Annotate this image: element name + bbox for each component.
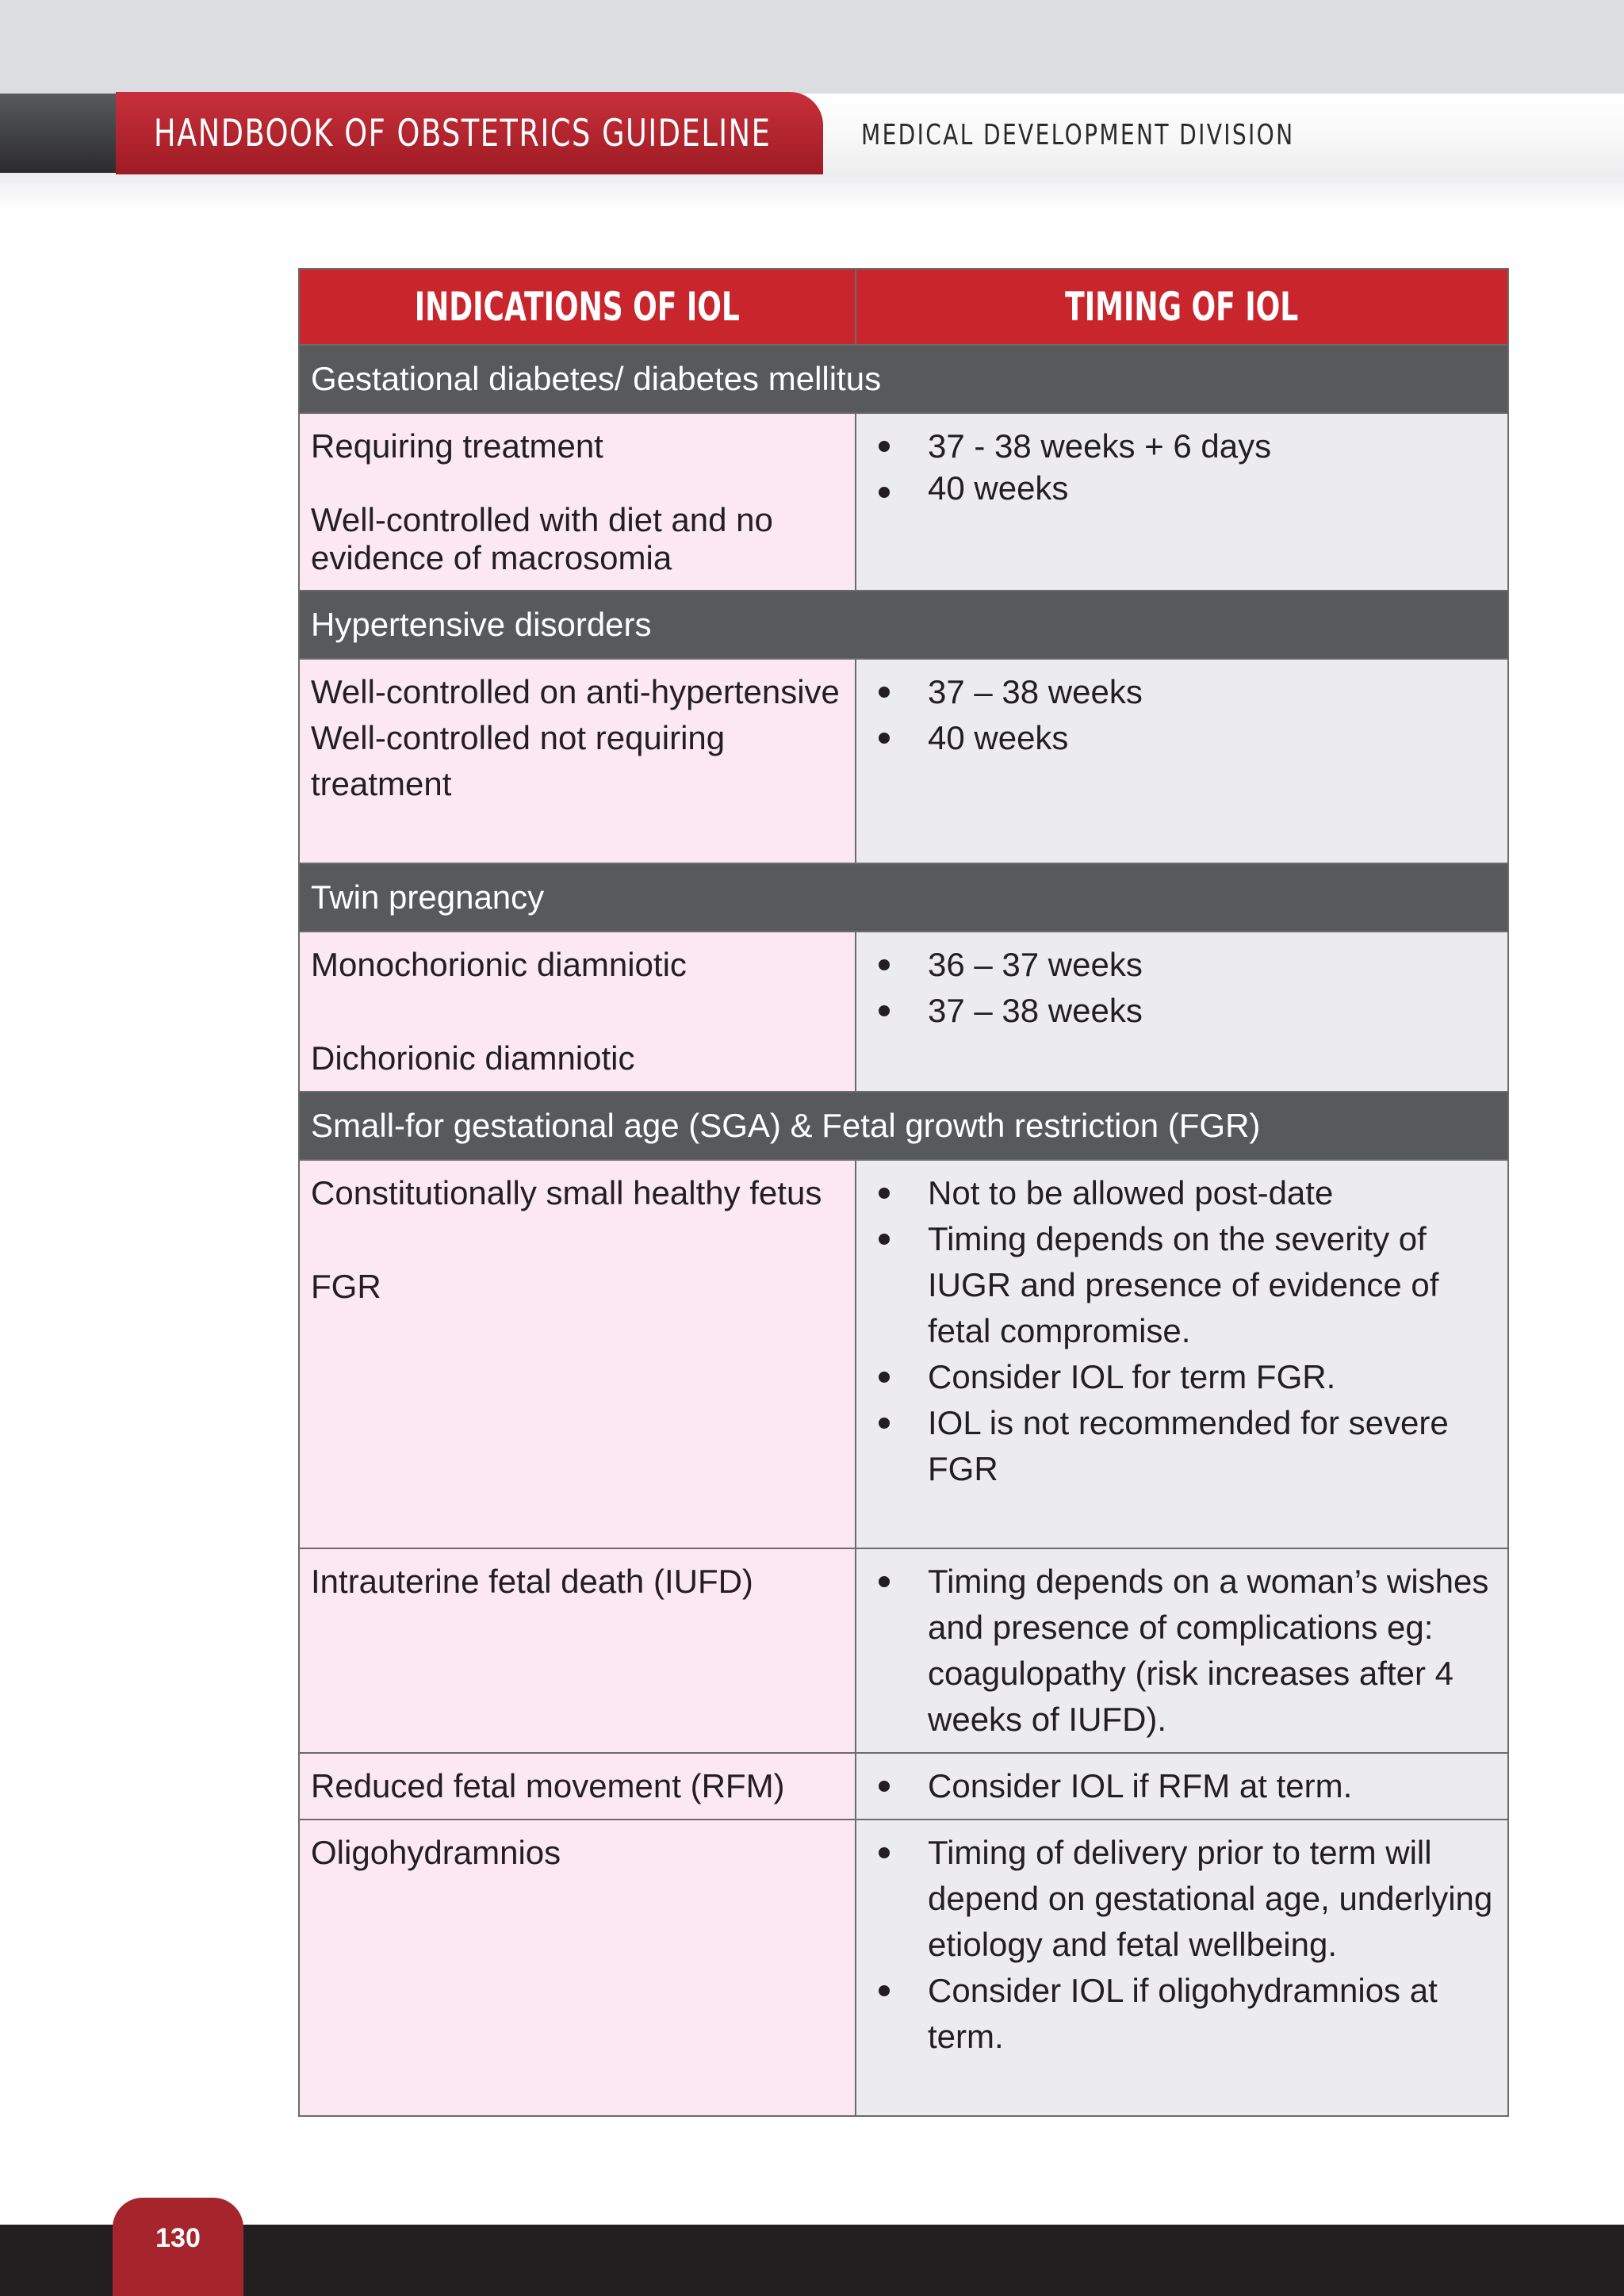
timing-bullet: 37 – 38 weeks	[868, 669, 1496, 715]
indication-text: Reduced fetal movement (RFM)	[311, 1767, 785, 1804]
timing-bullet: 40 weeks	[868, 469, 1496, 507]
section-title: Hypertensive disorders	[299, 591, 1508, 659]
indication-text: Oligohydramnios	[311, 1834, 561, 1871]
timing-cell	[856, 659, 1508, 863]
header-indications: INDICATIONS OF IOL	[299, 269, 856, 345]
section-title: Gestational diabetes/ diabetes mellitus	[299, 345, 1508, 413]
table-row	[299, 413, 1508, 591]
section-title: Small-for gestational age (SGA) & Fetal growth restriction (FGR)	[299, 1092, 1508, 1160]
indications-cell	[299, 1160, 856, 1548]
table-row	[299, 1753, 1508, 1820]
table-row	[299, 1548, 1508, 1753]
timing-bullet: Consider IOL if RFM at term.	[868, 1763, 1496, 1809]
indications-cell	[299, 1753, 856, 1820]
timing-bullet: Timing of delivery prior to term will depend on gestational age, underlying etiology and fetal wellbeing.	[868, 1830, 1496, 1968]
header-timing: TIMING OF IOL	[856, 269, 1508, 345]
indication-text: Constitutionally small healthy fetus	[311, 1174, 822, 1211]
footer-bar	[0, 2222, 1624, 2296]
timing-bullet: IOL is not recommended for severe FGR	[868, 1400, 1496, 1492]
timing-cell	[856, 1753, 1508, 1820]
indication-text: Monochorionic diamniotic	[311, 946, 687, 983]
timing-bullet: 36 – 37 weeks	[868, 942, 1496, 988]
indication-text: Well-controlled on anti-hypertensive	[311, 673, 840, 710]
timing-bullet: Consider IOL if oligohydramnios at term.	[868, 1968, 1496, 2060]
section-row	[299, 591, 1508, 659]
table-row	[299, 659, 1508, 863]
timing-cell	[856, 1160, 1508, 1548]
indication-text: Requiring treatment	[311, 427, 603, 465]
indication-text: Dichorionic diamniotic	[311, 1039, 635, 1077]
timing-bullet: 37 – 38 weeks	[868, 988, 1496, 1034]
table-row	[299, 1160, 1508, 1548]
timing-bullet: Consider IOL for term FGR.	[868, 1354, 1496, 1400]
header-dark-block	[0, 94, 119, 173]
timing-cell	[856, 1548, 1508, 1753]
indications-cell	[299, 932, 856, 1092]
timing-cell	[856, 413, 1508, 591]
timing-bullet: 37 - 38 weeks + 6 days	[868, 423, 1496, 469]
section-row	[299, 345, 1508, 413]
indication-text: Intrauterine fetal death (IUFD)	[311, 1563, 753, 1600]
header-shadow	[0, 173, 1624, 209]
indications-cell	[299, 1820, 856, 2116]
handbook-title: HANDBOOK OF OBSTETRICS GUIDELINE	[154, 111, 772, 155]
section-row	[299, 1092, 1508, 1160]
division-label: MEDICAL DEVELOPMENT DIVISION	[861, 119, 1295, 151]
timing-cell	[856, 1820, 1508, 2116]
timing-bullet: 40 weeks	[868, 715, 1496, 761]
page-number: 130	[155, 2222, 201, 2253]
iol-table	[298, 268, 1509, 2117]
header-title-tab	[116, 92, 823, 174]
table-header-row	[299, 269, 1508, 345]
section-title: Twin pregnancy	[299, 863, 1508, 932]
section-row	[299, 863, 1508, 932]
page-number-tab	[113, 2198, 243, 2296]
indication-text: Well-controlled with diet and no evidence of macrosomia	[311, 501, 773, 576]
timing-bullet: Timing depends on a woman’s wishes and presence of complications eg: coagulopathy (risk increases after 4 weeks of IUFD).	[868, 1559, 1496, 1743]
indications-cell	[299, 1548, 856, 1753]
table-row	[299, 932, 1508, 1092]
indication-text: FGR	[311, 1268, 381, 1305]
timing-bullet: Not to be allowed post-date	[868, 1170, 1496, 1216]
indication-text: Well-controlled not requiring treatment	[311, 719, 726, 802]
top-band	[0, 0, 1624, 94]
table-row	[299, 1820, 1508, 2116]
indications-cell	[299, 659, 856, 863]
timing-cell	[856, 932, 1508, 1092]
timing-bullet: Timing depends on the severity of IUGR and presence of evidence of fetal compromise.	[868, 1216, 1496, 1354]
indications-cell	[299, 413, 856, 591]
